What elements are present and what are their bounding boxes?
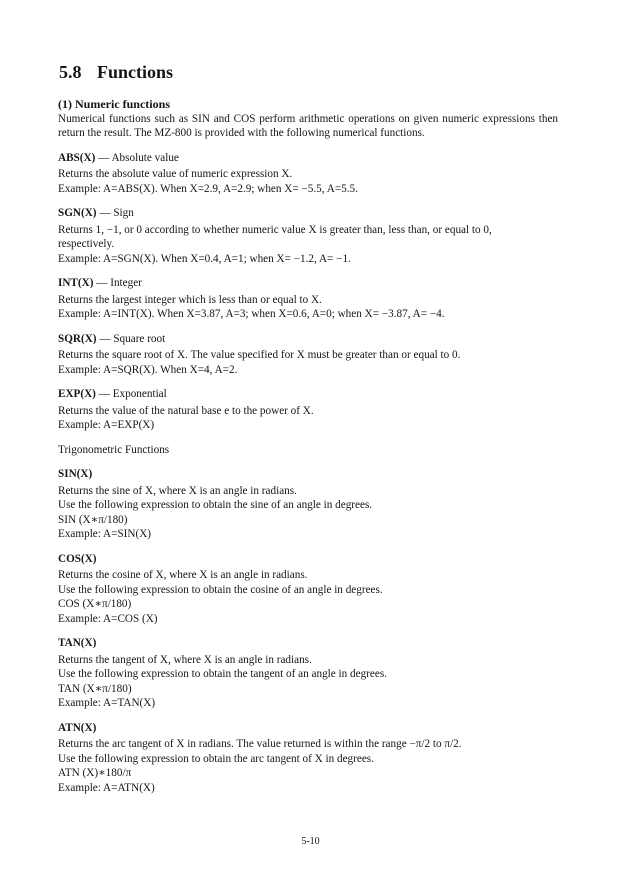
function-line: Example: A=COS (X) [58,612,158,625]
function-name: SGN(X) [58,207,97,219]
function-name: ABS(X) [58,151,96,164]
function-desc: — Absolute value [95,151,179,164]
function-line: Example: A=INT(X). When X=3.87, A=3; when X=0.6, A=0; when X= −3.87, A= −4. [58,308,445,320]
function-line: Use the following expression to obtain the cosine of an angle in degrees. [58,583,383,596]
function-line: Returns the arc tangent of X in radians. The value returned is within the range −π/2 to π/2. [58,738,462,750]
function-line: COS (X∗π/180) [58,598,132,610]
subsection-intro: Numerical functions such as SIN and COS perform arithmetic operations on given numeric expressions then return the result. The MZ-800 is provided with the following numerical functions. [58,112,558,139]
function-entry [58,332,558,378]
function-line: Example: A=ABS(X). When X=2.9, A=2.9; when X= −5.5, A=5.5. [58,182,358,195]
function-line: Use the following expression to obtain the sine of an angle in degrees. [58,499,373,511]
function-line: SIN (X∗π/180) [58,513,128,526]
function-desc: — Exponential [95,388,167,400]
function-name: TAN(X) [58,637,97,649]
function-name: EXP(X) [58,388,96,400]
trig-heading: Trigonometric Functions [58,443,170,456]
trig-function-list [58,467,558,795]
function-name: SQR(X) [58,332,97,345]
function-desc: — Sign [96,207,134,219]
function-entry [58,552,558,627]
function-line: Example: A=TAN(X) [58,697,156,709]
section-heading [59,62,173,83]
function-desc: — Integer [93,277,142,289]
function-name: COS(X) [58,552,97,565]
function-line: Returns the sine of X, where X is an angle in radians. [58,484,297,497]
function-entry [58,387,558,433]
function-line: Returns 1, −1, or 0 according to whether numeric value X is greater than, less than, or equal to 0, [58,223,492,236]
function-line: Example: A=EXP(X) [58,419,155,431]
function-heading [58,387,558,402]
function-line: TAN (X∗π/180) [58,682,132,695]
function-line: respectively. [58,238,115,250]
function-heading [58,332,558,347]
section-title: Functions [97,62,174,82]
function-line: Returns the largest integer which is less than or equal to X. [58,293,322,306]
function-entry [58,467,558,542]
function-entry [58,206,558,266]
function-heading [58,206,558,221]
function-line: Example: A=SQR(X). When X=4, A=2. [58,363,238,376]
function-line: Use the following expression to obtain the arc tangent of X in degrees. [58,752,374,765]
function-line: Returns the absolute value of numeric expression X. [58,168,293,180]
subsection-title: (1) Numeric functions [58,97,170,111]
function-entry [58,276,558,322]
function-list [58,151,558,433]
section-number: 5.8 [59,62,82,82]
function-desc: — Square root [96,332,166,345]
function-line: Returns the square root of X. The value specified for X must be greater than or equal to 0. [58,349,461,361]
function-line: Use the following expression to obtain the tangent of an angle in degrees. [58,668,388,680]
function-heading [58,276,558,291]
function-line: Returns the tangent of X, where X is an angle in radians. [58,653,312,666]
page-number: 5-10 [301,836,320,847]
function-entry [58,151,558,197]
function-line: Returns the cosine of X, where X is an angle in radians. [58,569,308,581]
function-name: SIN(X) [58,468,93,480]
function-line: Example: A=SIN(X) [58,528,151,540]
page-body [58,97,558,795]
function-line: Returns the value of the natural base e to the power of X. [58,404,314,417]
function-line: ATN (X)∗180/π [58,767,132,779]
function-line: Example: A=ATN(X) [58,781,155,794]
function-entry [58,721,558,796]
function-heading [58,151,558,166]
function-entry [58,636,558,711]
function-line: Example: A=SGN(X). When X=0.4, A=1; when X= −1.2, A= −1. [58,252,351,265]
function-name: ATN(X) [58,721,97,734]
function-name: INT(X) [58,277,94,289]
